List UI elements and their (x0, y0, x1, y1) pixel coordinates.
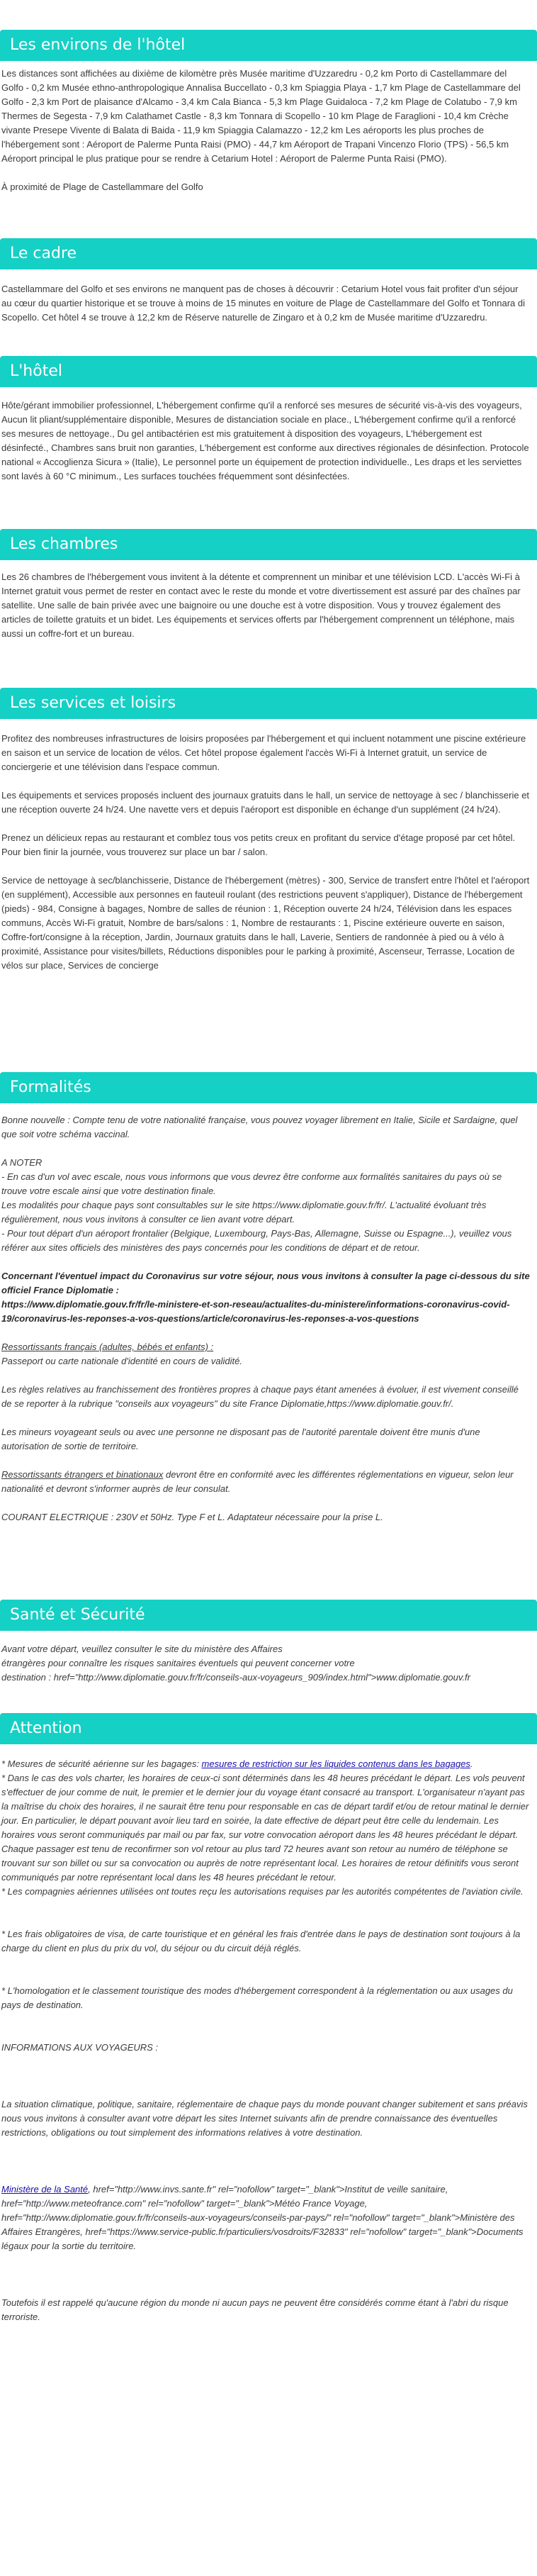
attention-info-head: INFORMATIONS AUX VOYAGEURS : (1, 2042, 159, 2053)
cadre-text: Castellammare del Golfo et ses environs ne manquent pas de choses à découvrir : Cetarium Hotel vous fait profiter d'un séjour au cœur du quartier historique et se trouve à moins de 15 minutes en voiture de Plage de Castellammare del Golfo et Tonnara di Scopello. Cet hôtel 4 se trouve à 12,2 km de Réserve naturelle de Zingaro et à 0,2 km de Musée maritime d'Uzzaredru. (1, 284, 526, 323)
formalites-fr-body: Passeport ou carte nationale d'identité en cours de validité. (1, 1356, 242, 1366)
liquids-restriction-link[interactable]: mesures de restriction sur les liquides contenus dans les bagages (201, 1758, 470, 1769)
attention-info-2: nous vous invitons à consulter avant votre départ les sites Internet suivants afin de prendre connaissance des éventuelles restrictions, obligations ou tout simplement des informations relatives à votre destination. (1, 2113, 498, 2138)
hotel-text: Hôte/gérant immobilier professionnel, L'hébergement confirme qu'il a renforcé ses mesures de sécurité vis-à-vis des voyageurs, Aucun lit pliant/supplémentaire disponible, Mesures de distanciation sociale en place., L'hébergement confirme qu'il a renforcé ses mesures de nettoyage., Du gel antibactérien est mis gratuitement à disposition des voyageurs, L'hébergement est désinfecté., Chambres sans bruit non garanties, L'hébergement est conforme aux directives régionales de désinfection. Protocole national « Accoglienza Sicura » (Italie), Le personnel porte un équipement de protection individuelle., Les draps et les serviettes sont lavés à 60 °C minimum., Les surfaces touchées fréquemment sont désinfectées. (1, 400, 529, 481)
attention-baggage-end: . (470, 1758, 473, 1769)
section-header-chambres: Les chambres (0, 529, 537, 560)
services-leisure: Profitez des nombreuses infrastructures de loisirs proposées par l'hébergement et qui incluent notamment une piscine extérieure en saison et un service de location de vélos. Cet hôtel propose également l'accès Wi-Fi à Internet gratuit, un service de conciergerie et une télévision dans l'espace commun. (1, 733, 526, 772)
attention-visa: * Les frais obligatoires de visa, de carte touristique et en général les frais d'entrée dans le pays de destination sont toujours à la charge du client en plus du prix du vol, du séjour ou du circuit déjà réglés. (1, 1929, 521, 1953)
sante-line-3: destination : href="http://www.diplomatie.gouv.fr/fr/conseils-aux-voyageurs_909/index.html">www.diplomatie.gouv.fr (1, 1672, 470, 1683)
attention-links (1, 2182, 530, 2253)
formalites-content (0, 1113, 531, 1524)
attention-content (0, 1757, 531, 2324)
formalites-covid-text: Concernant l'éventuel impact du Coronavirus sur votre séjour, nous vous invitons à consulter la page ci-dessous du site officiel France Diplomatie : (1, 1271, 530, 1295)
ministere-sante-link[interactable]: Ministère de la Santé (1, 2184, 89, 2195)
attention-baggage (1, 1757, 530, 1771)
formalites-note-2: Les modalités pour chaque pays sont consultables sur le site https://www.diplomatie.gouv.fr/fr/. L'actualité évoluant très régulièrement, nous vous invitons à consulter ce lien avant votre départ. (1, 1200, 487, 1225)
formalites-fr-head (1, 1340, 530, 1354)
services-list: Service de nettoyage à sec/blanchisserie, Distance de l'hébergement (mètres) - 300, Service de transfert entre l'hôtel et l'aéroport (en supplément), Accessible aux personnes en fauteuil roulant (des restrictions peuvent s'appliquer), Distance de l'hébergement (pieds) - 984, Consigne à bagages, Nombre de salles de réunion : 1, Réception ouverte 24 h/24, Télévision dans les espaces communs, Accès Wi-Fi gratuit, Nombre de bars/salons : 1, Nombre de restaurants : 1, Piscine extérieure ouverte en saison, Coffre-fort/consigne à la réception, Jardin, Journaux gratuits dans le hall, Laverie, Sentiers de randonnée à pied ou à vélo à proximité, Assistance pour visites/billets, Réductions disponibles pour le parking à proximité, Ascenseur, Terrasse, Location de vélos sur place, Services de concierge (1, 875, 530, 971)
section-header-cadre: Le cadre (0, 238, 537, 269)
section-header-hotel: L'hôtel (0, 356, 537, 387)
attention-homologation: * L'homologation et le classement touristique des modes d'hébergement correspondent à la réglementation ou aux usages du pays de destination. (1, 1985, 513, 2010)
attention-terrorism: Toutefois il est rappelé qu'aucune région du monde ni aucun pays ne peuvent être considérés comme étant à l'abri du risque terroriste. (1, 2297, 509, 2322)
formalites-regles: Les règles relatives au franchissement des frontières propres à chaque pays étant amenées à évoluer, il est vivement conseillé de se reporter à la rubrique "conseils aux voyageurs" du site France Diplomatie,https://www.diplomatie.gouv.fr/. (1, 1384, 519, 1409)
formalites-covid-link: https://www.diplomatie.gouv.fr/fr/le-ministere-et-son-reseau/actualites-du-ministere/informations-coronavirus-covid-19/coronavirus-les-reponses-a-vos-questions/article/coronavirus-les-reponses-a-vos-questions (1, 1299, 510, 1324)
environs-distances: Les distances sont affichées au dixième de kilomètre près Musée maritime d'Uzzaredru - 0,2 km Porto di Castellammare del Golfo - 0,2 km Musée ethno-anthropologique Annalisa Buccellato - 0,3 km Spiaggia Playa - 1,7 km Plage de Castellammare del Golfo - 2,3 km Port de plaisance d'Alcamo - 3,4 km Cala Bianca - 5,3 km Plage Guidaloca - 7,2 km Plage de Colatubo - 7,9 km Thermes de Segesta - 7,9 km Calathamet Castle - 8,3 km Tonnara di Scopello - 10 km Plage de Faraglioni - 10,4 km Crèche vivante Presepe Vivente di Balata di Baida - 11,9 km Spiaggia Calamazzo - 12,2 km Les aéroports les plus proches de l'hébergement sont : Aéroport de Palerme Punta Raisi (PMO) - 44,7 km Aéroport de Trapani Vincenzo Florio (TPS) - 56,5 km Aéroport principal le plus pratique pour se rendre à Cetarium Hotel : Aéroport de Palerme Punta Raisi (PMO). (1, 68, 521, 164)
services-restaurant: Prenez un délicieux repas au restaurant et comblez tous vos petits creux en profitant du service d'étage proposé par cet hôtel. Pour bien finir la journée, vous trouverez sur place un bar / salon. (1, 832, 516, 857)
attention-links-rest: , href="http://www.invs.sante.fr" rel="nofollow" target="_blank">Institut de veille sanitaire, href="http://www.meteofrance.com" rel="nofollow" target="_blank">Météo France Voyage, href="http://www.diplomatie.gouv.fr/fr/conseils-aux-voyageurs/conseils-par-pays/" rel="nofollow" target="_blank">Ministère des Affaires Etrangères, href="https://www.service-public.fr/particuliers/vosdroits/F32833" rel="nofollow" target="_blank">Documents légaux pour la sortie du territoire. (1, 2184, 524, 2251)
section-header-sante: Santé et Sécurité (0, 1600, 537, 1631)
attention-charter: * Dans le cas des vols charter, les horaires de ceux-ci sont déterminés dans les 48 heures précédant le départ. Les vols peuvent s'effectuer de jour comme de nuit, le premier et le dernier jour du voyage étant consacré au transport. L'organisateur n'ayant pas la maîtrise du choix des horaires, il ne saurait être tenu pour responsable en cas de départ tardif et/ou de retour matinal le dernier jour. En particulier, le départ pouvant avoir lieu tard en soirée, la date effective de départ peut être celle du lendemain. Les horaires vous seront communiqués par mail ou par fax, sur votre convocation aéroport dans les 48 heures précédant le départ. Chaque passager est tenu de reconfirmer son vol retour au plus tard 72 heures avant son retour au numéro de téléphone se trouvant sur son billet ou sur sa convocation ou auprès de notre représentant local. Les horaires de retour définitifs vous seront communiqués par notre représentant local dans les 48 heures précédant le retour. (1, 1773, 529, 1883)
cadre-content (0, 282, 531, 325)
services-content (0, 732, 531, 973)
formalites-courant: COURANT ELECTRIQUE : 230V et 50Hz. Type F et L. Adaptateur nécessaire pour la prise L. (1, 1512, 383, 1522)
formalites-etrangers (1, 1468, 530, 1496)
formalites-covid-head (1, 1269, 530, 1298)
environs-content (0, 67, 531, 194)
chambres-text: Les 26 chambres de l'hébergement vous invitent à la détente et comprennent un minibar et une télévision LCD. L'accès Wi-Fi à Internet gratuit vous permet de rester en contact avec le reste du monde et votre divertissement est assuré par des chaînes par satellite. Une salle de bain privée avec une baignoire ou une douche est à votre disposition. Vous y trouvez également des articles de toilette gratuits et un bidet. Les équipements et services offerts par l'hébergement comprennent un téléphone, mais aussi un coffre-fort et un bureau. (1, 571, 521, 639)
attention-airlines: * Les compagnies aériennes utilisées ont toutes reçu les autorisations requises par les autorités compétentes de l'aviation civile. (1, 1886, 524, 1897)
attention-info-1: La situation climatique, politique, sanitaire, réglementaire de chaque pays du monde pouvant changer subitement et sans préavis (1, 2099, 528, 2109)
formalites-etrangers-head: Ressortissants étrangers et binationaux (1, 1469, 164, 1480)
formalites-note-1: - En cas d'un vol avec escale, nous vous informons que vous devrez être conforme aux formalités sanitaires du pays où se trouve votre escale ainsi que votre destination finale. (1, 1171, 502, 1196)
section-header-attention: Attention (0, 1713, 537, 1744)
attention-baggage-label: * Mesures de sécurité aérienne sur les bagages: (1, 1758, 202, 1769)
section-header-services: Les services et loisirs (0, 688, 537, 719)
section-header-formalites: Formalités (0, 1072, 537, 1103)
chambres-content (0, 570, 531, 641)
hotel-content (0, 398, 531, 484)
sante-line-2: étrangères pour connaître les risques sanitaires éventuels qui peuvent concerner votre (1, 1658, 355, 1668)
formalites-note-3: - Pour tout départ d'un aéroport frontalier (Belgique, Luxembourg, Pays-Bas, Allemagne, Suisse ou Espagne...), veuillez vous référer aux sites officiels des ministères des pays concernés pour les conditions de départ et de retour. (1, 1228, 512, 1253)
formalites-fr-head-text: Ressortissants français (adultes, bébés et enfants) : (1, 1342, 214, 1352)
formalites-mineurs: Les mineurs voyageant seuls ou avec une personne ne disposant pas de l'autorité parentale doivent être munis d'une autorisation de sortie de territoire. (1, 1427, 480, 1451)
formalites-covid-url (1, 1298, 530, 1326)
sante-line-1: Avant votre départ, veuillez consulter le site du ministère des Affaires (1, 1644, 283, 1654)
environs-proximity: À proximité de Plage de Castellammare del Golfo (1, 182, 203, 192)
sante-content (0, 1642, 531, 1685)
services-equipment: Les équipements et services proposés incluent des journaux gratuits dans le hall, un service de nettoyage à sec / blanchisserie et une réception ouverte 24 h/24. Une navette vers et depuis l'aéroport est disponible en échange d'un supplément (24 h/24). (1, 790, 530, 815)
formalites-intro: Bonne nouvelle : Compte tenu de votre nationalité française, vous pouvez voyager librement en Italie, Sicile et Sardaigne, quel que soit votre schéma vaccinal. (1, 1115, 518, 1139)
formalites-etrangers-body: devront être en conformité avec les différentes réglementations en vigueur, selon leur nationalité et devront s'informer auprès de leur consulat. (1, 1469, 514, 1494)
formalites-note-head: A NOTER (1, 1157, 43, 1168)
section-header-environs: Les environs de l'hôtel (0, 30, 537, 61)
